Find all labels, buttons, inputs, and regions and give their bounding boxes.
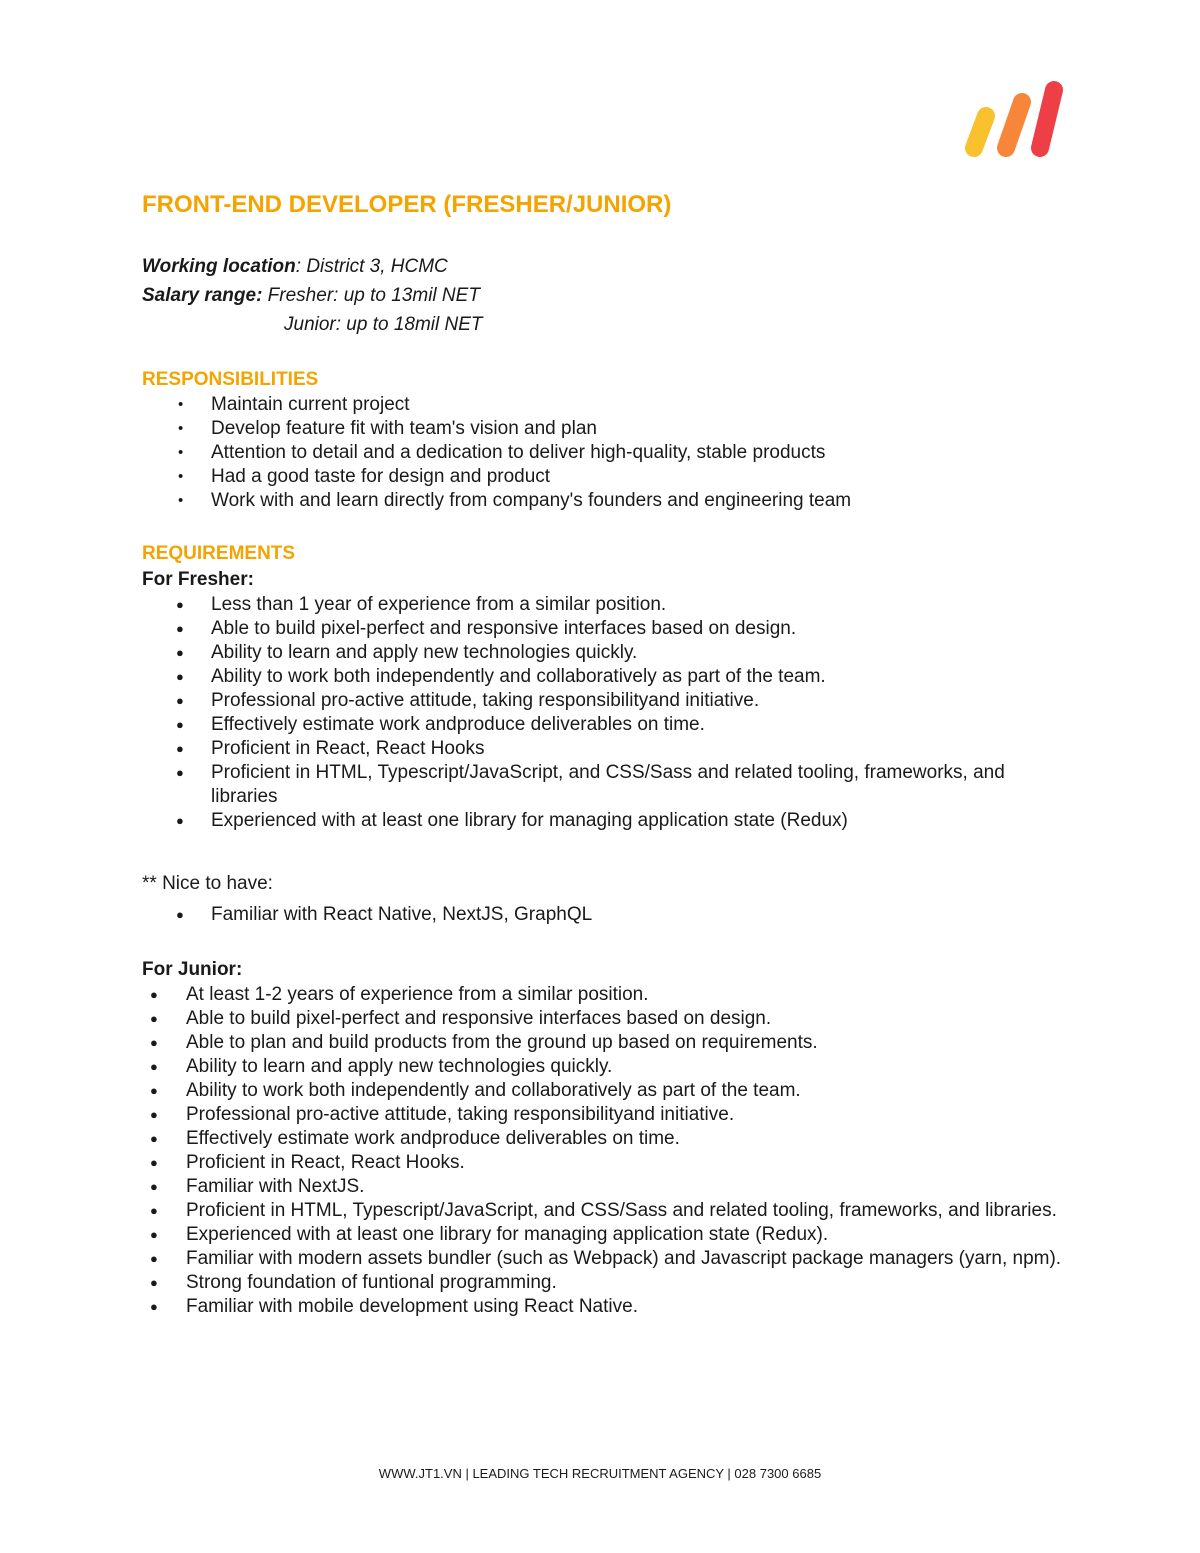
list-item: ● Professional pro-active attitude, taking responsibilityand initiative. bbox=[142, 1103, 1062, 1127]
requirements-heading: REQUIREMENTS bbox=[142, 543, 296, 564]
job-title: FRONT-END DEVELOPER (FRESHER/JUNIOR) bbox=[142, 191, 672, 218]
junior-heading: For Junior: bbox=[142, 959, 243, 980]
list-item: ● Proficient in React, React Hooks bbox=[142, 737, 1062, 761]
list-item: ● Able to build pixel-perfect and responsive interfaces based on design. bbox=[142, 617, 1062, 641]
location-label: Working location bbox=[142, 256, 296, 277]
list-item: ● Familiar with modern assets bundler (such as Webpack) and Javascript package managers (yarn, npm). bbox=[142, 1247, 1062, 1271]
page-footer: WWW.JT1.VN | LEADING TECH RECRUITMENT AGENCY | 028 7300 6685 bbox=[378, 1466, 822, 1481]
list-item: ● Familiar with mobile development using React Native. bbox=[142, 1295, 1062, 1319]
responsibilities-heading: RESPONSIBILITIES bbox=[142, 369, 319, 390]
salary-row bbox=[142, 281, 1062, 310]
list-item: ● Familiar with React Native, NextJS, GraphQL bbox=[142, 903, 1062, 927]
list-item: • Attention to detail and a dedication to deliver high-quality, stable products bbox=[142, 441, 1062, 465]
fresher-heading: For Fresher: bbox=[142, 569, 254, 590]
list-item: ● At least 1-2 years of experience from a similar position. bbox=[142, 983, 1062, 1007]
fresher-requirements-list bbox=[142, 593, 1062, 833]
salary-junior: Junior: up to 18mil NET bbox=[284, 314, 483, 335]
document-body bbox=[142, 190, 1062, 1319]
salary-junior-row bbox=[142, 310, 1062, 339]
list-item: • Had a good taste for design and product bbox=[142, 465, 1062, 489]
job-meta bbox=[142, 252, 1062, 339]
list-item: • Develop feature fit with team's vision and plan bbox=[142, 417, 1062, 441]
salary-label: Salary range: bbox=[142, 285, 263, 306]
list-item: • Work with and learn directly from company's founders and engineering team bbox=[142, 489, 1062, 513]
list-item: ● Effectively estimate work andproduce deliverables on time. bbox=[142, 1127, 1062, 1151]
list-item: ● Less than 1 year of experience from a similar position. bbox=[142, 593, 1062, 617]
list-item: ● Ability to learn and apply new technologies quickly. bbox=[142, 641, 1062, 665]
list-item: ● Ability to work both independently and collaboratively as part of the team. bbox=[142, 1079, 1062, 1103]
list-item: ● Ability to work both independently and collaboratively as part of the team. bbox=[142, 665, 1062, 689]
list-item: ● Experienced with at least one library for managing application state (Redux) bbox=[142, 809, 1062, 833]
list-item: ● Ability to learn and apply new technologies quickly. bbox=[142, 1055, 1062, 1079]
location-value: : District 3, HCMC bbox=[295, 256, 448, 277]
list-item: • Maintain current project bbox=[142, 393, 1062, 417]
nice-to-have-heading: ** Nice to have: bbox=[142, 873, 273, 894]
nice-to-have-list bbox=[142, 903, 1062, 927]
salary-fresher: Fresher: up to 13mil NET bbox=[262, 285, 480, 306]
list-item: ● Professional pro-active attitude, taking responsibilityand initiative. bbox=[142, 689, 1062, 713]
list-item: ● Proficient in React, React Hooks. bbox=[142, 1151, 1062, 1175]
junior-requirements-list bbox=[142, 983, 1062, 1319]
list-item: ● Familiar with NextJS. bbox=[142, 1175, 1062, 1199]
responsibilities-list bbox=[142, 393, 1062, 513]
location-row bbox=[142, 252, 1062, 281]
list-item: ● Proficient in HTML, Typescript/JavaScript, and CSS/Sass and related tooling, frameworks, and libraries bbox=[142, 761, 1062, 809]
list-item: ● Able to build pixel-perfect and responsive interfaces based on design. bbox=[142, 1007, 1062, 1031]
list-item: ● Able to plan and build products from the ground up based on requirements. bbox=[142, 1031, 1062, 1055]
company-logo bbox=[960, 76, 1064, 164]
list-item: ● Strong foundation of funtional programming. bbox=[142, 1271, 1062, 1295]
list-item: ● Experienced with at least one library for managing application state (Redux). bbox=[142, 1223, 1062, 1247]
list-item: ● Effectively estimate work andproduce deliverables on time. bbox=[142, 713, 1062, 737]
list-item: ● Proficient in HTML, Typescript/JavaScript, and CSS/Sass and related tooling, frameworks, and libraries. bbox=[142, 1199, 1062, 1223]
